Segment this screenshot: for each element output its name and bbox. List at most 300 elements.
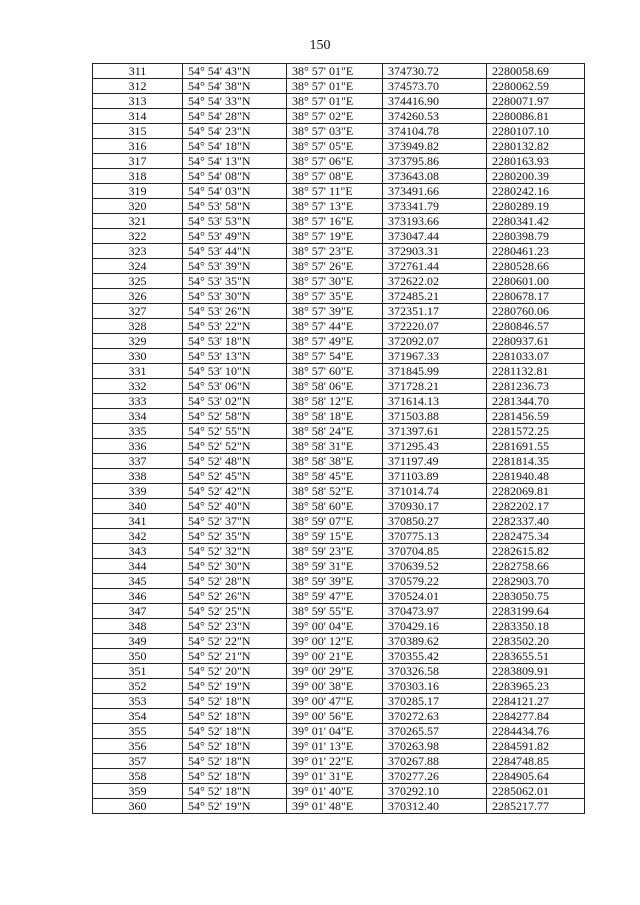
point-number-cell: 319 — [93, 184, 183, 199]
point-number-cell: 352 — [93, 679, 183, 694]
longitude-cell: 38° 59' 55"E — [287, 604, 383, 619]
x-coordinate-cell: 370326.58 — [383, 664, 487, 679]
latitude-cell: 54° 53' 06"N — [183, 379, 287, 394]
point-number-cell: 342 — [93, 529, 183, 544]
x-coordinate-cell: 373047.44 — [383, 229, 487, 244]
latitude-cell: 54° 52' 30"N — [183, 559, 287, 574]
point-number-cell: 324 — [93, 259, 183, 274]
x-coordinate-cell: 372092.07 — [383, 334, 487, 349]
table-row — [93, 559, 585, 574]
table-row — [93, 514, 585, 529]
point-number-cell: 339 — [93, 484, 183, 499]
x-coordinate-cell: 371728.21 — [383, 379, 487, 394]
latitude-cell: 54° 53' 18"N — [183, 334, 287, 349]
table-row — [93, 484, 585, 499]
longitude-cell: 38° 57' 44"E — [287, 319, 383, 334]
table-row — [93, 364, 585, 379]
y-coordinate-cell: 2283502.20 — [487, 634, 585, 649]
longitude-cell: 38° 57' 54"E — [287, 349, 383, 364]
x-coordinate-cell: 370524.01 — [383, 589, 487, 604]
x-coordinate-cell: 370303.16 — [383, 679, 487, 694]
x-coordinate-cell: 370292.10 — [383, 784, 487, 799]
point-number-cell: 313 — [93, 94, 183, 109]
latitude-cell: 54° 52' 18"N — [183, 769, 287, 784]
longitude-cell: 38° 57' 03"E — [287, 124, 383, 139]
x-coordinate-cell: 370277.26 — [383, 769, 487, 784]
point-number-cell: 326 — [93, 289, 183, 304]
y-coordinate-cell: 2281814.35 — [487, 454, 585, 469]
table-row — [93, 169, 585, 184]
table-row — [93, 694, 585, 709]
y-coordinate-cell: 2280760.06 — [487, 304, 585, 319]
latitude-cell: 54° 52' 32"N — [183, 544, 287, 559]
point-number-cell: 350 — [93, 649, 183, 664]
y-coordinate-cell: 2281940.48 — [487, 469, 585, 484]
x-coordinate-cell: 370639.52 — [383, 559, 487, 574]
point-number-cell: 317 — [93, 154, 183, 169]
y-coordinate-cell: 2282903.70 — [487, 574, 585, 589]
point-number-cell: 353 — [93, 694, 183, 709]
point-number-cell: 347 — [93, 604, 183, 619]
latitude-cell: 54° 53' 02"N — [183, 394, 287, 409]
table-row — [93, 439, 585, 454]
longitude-cell: 39° 01' 40"E — [287, 784, 383, 799]
x-coordinate-cell: 372761.44 — [383, 259, 487, 274]
y-coordinate-cell: 2281572.25 — [487, 424, 585, 439]
latitude-cell: 54° 52' 23"N — [183, 619, 287, 634]
latitude-cell: 54° 54' 43"N — [183, 64, 287, 79]
x-coordinate-cell: 370263.98 — [383, 739, 487, 754]
table-row — [93, 649, 585, 664]
longitude-cell: 39° 00' 29"E — [287, 664, 383, 679]
y-coordinate-cell: 2283199.64 — [487, 604, 585, 619]
latitude-cell: 54° 52' 48"N — [183, 454, 287, 469]
longitude-cell: 38° 58' 60"E — [287, 499, 383, 514]
latitude-cell: 54° 52' 18"N — [183, 724, 287, 739]
table-row — [93, 94, 585, 109]
x-coordinate-cell: 370930.17 — [383, 499, 487, 514]
longitude-cell: 38° 57' 08"E — [287, 169, 383, 184]
table-row — [93, 319, 585, 334]
table-row — [93, 754, 585, 769]
table-row — [93, 229, 585, 244]
longitude-cell: 39° 00' 12"E — [287, 634, 383, 649]
table-row — [93, 574, 585, 589]
y-coordinate-cell: 2281691.55 — [487, 439, 585, 454]
table-row — [93, 349, 585, 364]
table-row — [93, 664, 585, 679]
table-row — [93, 124, 585, 139]
point-number-cell: 323 — [93, 244, 183, 259]
y-coordinate-cell: 2284434.76 — [487, 724, 585, 739]
longitude-cell: 38° 59' 39"E — [287, 574, 383, 589]
y-coordinate-cell: 2280601.00 — [487, 274, 585, 289]
x-coordinate-cell: 374260.53 — [383, 109, 487, 124]
point-number-cell: 343 — [93, 544, 183, 559]
point-number-cell: 321 — [93, 214, 183, 229]
y-coordinate-cell: 2281456.59 — [487, 409, 585, 424]
y-coordinate-cell: 2280461.23 — [487, 244, 585, 259]
latitude-cell: 54° 52' 42"N — [183, 484, 287, 499]
x-coordinate-cell: 370355.42 — [383, 649, 487, 664]
longitude-cell: 38° 58' 52"E — [287, 484, 383, 499]
y-coordinate-cell: 2285217.77 — [487, 799, 585, 814]
latitude-cell: 54° 54' 23"N — [183, 124, 287, 139]
point-number-cell: 349 — [93, 634, 183, 649]
y-coordinate-cell: 2283350.18 — [487, 619, 585, 634]
y-coordinate-cell: 2282069.81 — [487, 484, 585, 499]
x-coordinate-cell: 370429.16 — [383, 619, 487, 634]
x-coordinate-cell: 373491.66 — [383, 184, 487, 199]
longitude-cell: 38° 57' 30"E — [287, 274, 383, 289]
latitude-cell: 54° 53' 10"N — [183, 364, 287, 379]
table-row — [93, 64, 585, 79]
table-row — [93, 709, 585, 724]
longitude-cell: 38° 57' 39"E — [287, 304, 383, 319]
point-number-cell: 331 — [93, 364, 183, 379]
x-coordinate-cell: 371397.61 — [383, 424, 487, 439]
latitude-cell: 54° 52' 20"N — [183, 664, 287, 679]
longitude-cell: 39° 01' 04"E — [287, 724, 383, 739]
latitude-cell: 54° 52' 26"N — [183, 589, 287, 604]
table-row — [93, 199, 585, 214]
x-coordinate-cell: 374416.90 — [383, 94, 487, 109]
longitude-cell: 38° 57' 16"E — [287, 214, 383, 229]
table-row — [93, 724, 585, 739]
table-row — [93, 679, 585, 694]
latitude-cell: 54° 52' 25"N — [183, 604, 287, 619]
latitude-cell: 54° 52' 18"N — [183, 784, 287, 799]
latitude-cell: 54° 52' 35"N — [183, 529, 287, 544]
y-coordinate-cell: 2280071.97 — [487, 94, 585, 109]
x-coordinate-cell: 374573.70 — [383, 79, 487, 94]
table-row — [93, 304, 585, 319]
point-number-cell: 340 — [93, 499, 183, 514]
y-coordinate-cell: 2284121.27 — [487, 694, 585, 709]
table-row — [93, 529, 585, 544]
longitude-cell: 38° 57' 02"E — [287, 109, 383, 124]
longitude-cell: 38° 59' 07"E — [287, 514, 383, 529]
latitude-cell: 54° 52' 58"N — [183, 409, 287, 424]
point-number-cell: 360 — [93, 799, 183, 814]
coordinates-table — [92, 63, 585, 814]
table-row — [93, 289, 585, 304]
latitude-cell: 54° 52' 19"N — [183, 679, 287, 694]
y-coordinate-cell: 2284277.84 — [487, 709, 585, 724]
point-number-cell: 315 — [93, 124, 183, 139]
point-number-cell: 356 — [93, 739, 183, 754]
x-coordinate-cell: 373949.82 — [383, 139, 487, 154]
longitude-cell: 38° 57' 11"E — [287, 184, 383, 199]
y-coordinate-cell: 2284905.64 — [487, 769, 585, 784]
table-row — [93, 394, 585, 409]
y-coordinate-cell: 2280678.17 — [487, 289, 585, 304]
table-row — [93, 259, 585, 274]
y-coordinate-cell: 2281236.73 — [487, 379, 585, 394]
longitude-cell: 39° 01' 48"E — [287, 799, 383, 814]
point-number-cell: 348 — [93, 619, 183, 634]
y-coordinate-cell: 2284748.85 — [487, 754, 585, 769]
latitude-cell: 54° 54' 33"N — [183, 94, 287, 109]
x-coordinate-cell: 372485.21 — [383, 289, 487, 304]
point-number-cell: 355 — [93, 724, 183, 739]
longitude-cell: 39° 01' 22"E — [287, 754, 383, 769]
y-coordinate-cell: 2280107.10 — [487, 124, 585, 139]
longitude-cell: 38° 58' 06"E — [287, 379, 383, 394]
point-number-cell: 322 — [93, 229, 183, 244]
y-coordinate-cell: 2280132.82 — [487, 139, 585, 154]
point-number-cell: 345 — [93, 574, 183, 589]
longitude-cell: 39° 00' 21"E — [287, 649, 383, 664]
table-row — [93, 409, 585, 424]
latitude-cell: 54° 53' 39"N — [183, 259, 287, 274]
table-row — [93, 274, 585, 289]
x-coordinate-cell: 370775.13 — [383, 529, 487, 544]
y-coordinate-cell: 2284591.82 — [487, 739, 585, 754]
x-coordinate-cell: 371845.99 — [383, 364, 487, 379]
longitude-cell: 39° 00' 47"E — [287, 694, 383, 709]
table-row — [93, 769, 585, 784]
x-coordinate-cell: 371503.88 — [383, 409, 487, 424]
longitude-cell: 39° 01' 31"E — [287, 769, 383, 784]
latitude-cell: 54° 54' 28"N — [183, 109, 287, 124]
table-row — [93, 154, 585, 169]
latitude-cell: 54° 52' 40"N — [183, 499, 287, 514]
point-number-cell: 341 — [93, 514, 183, 529]
y-coordinate-cell: 2282475.34 — [487, 529, 585, 544]
longitude-cell: 38° 58' 31"E — [287, 439, 383, 454]
y-coordinate-cell: 2280289.19 — [487, 199, 585, 214]
y-coordinate-cell: 2280200.39 — [487, 169, 585, 184]
table-row — [93, 454, 585, 469]
latitude-cell: 54° 53' 13"N — [183, 349, 287, 364]
y-coordinate-cell: 2280058.69 — [487, 64, 585, 79]
table-row — [93, 784, 585, 799]
x-coordinate-cell: 371614.13 — [383, 394, 487, 409]
longitude-cell: 39° 01' 13"E — [287, 739, 383, 754]
table-row — [93, 214, 585, 229]
x-coordinate-cell: 370850.27 — [383, 514, 487, 529]
x-coordinate-cell: 371014.74 — [383, 484, 487, 499]
y-coordinate-cell: 2280163.93 — [487, 154, 585, 169]
latitude-cell: 54° 54' 38"N — [183, 79, 287, 94]
point-number-cell: 327 — [93, 304, 183, 319]
point-number-cell: 336 — [93, 439, 183, 454]
y-coordinate-cell: 2281033.07 — [487, 349, 585, 364]
y-coordinate-cell: 2282202.17 — [487, 499, 585, 514]
point-number-cell: 351 — [93, 664, 183, 679]
x-coordinate-cell: 372903.31 — [383, 244, 487, 259]
longitude-cell: 39° 00' 38"E — [287, 679, 383, 694]
latitude-cell: 54° 52' 21"N — [183, 649, 287, 664]
longitude-cell: 39° 00' 04"E — [287, 619, 383, 634]
longitude-cell: 38° 59' 23"E — [287, 544, 383, 559]
point-number-cell: 334 — [93, 409, 183, 424]
x-coordinate-cell: 370704.85 — [383, 544, 487, 559]
latitude-cell: 54° 53' 35"N — [183, 274, 287, 289]
latitude-cell: 54° 54' 03"N — [183, 184, 287, 199]
point-number-cell: 325 — [93, 274, 183, 289]
point-number-cell: 344 — [93, 559, 183, 574]
latitude-cell: 54° 53' 49"N — [183, 229, 287, 244]
longitude-cell: 39° 00' 56"E — [287, 709, 383, 724]
x-coordinate-cell: 370272.63 — [383, 709, 487, 724]
y-coordinate-cell: 2280086.81 — [487, 109, 585, 124]
point-number-cell: 318 — [93, 169, 183, 184]
y-coordinate-cell: 2283809.91 — [487, 664, 585, 679]
y-coordinate-cell: 2282758.66 — [487, 559, 585, 574]
table-row — [93, 544, 585, 559]
y-coordinate-cell: 2283965.23 — [487, 679, 585, 694]
x-coordinate-cell: 374730.72 — [383, 64, 487, 79]
x-coordinate-cell: 371295.43 — [383, 439, 487, 454]
x-coordinate-cell: 373643.08 — [383, 169, 487, 184]
latitude-cell: 54° 52' 18"N — [183, 739, 287, 754]
y-coordinate-cell: 2281132.81 — [487, 364, 585, 379]
latitude-cell: 54° 54' 18"N — [183, 139, 287, 154]
latitude-cell: 54° 53' 26"N — [183, 304, 287, 319]
x-coordinate-cell: 374104.78 — [383, 124, 487, 139]
longitude-cell: 38° 59' 47"E — [287, 589, 383, 604]
longitude-cell: 38° 57' 01"E — [287, 64, 383, 79]
x-coordinate-cell: 371197.49 — [383, 454, 487, 469]
table-row — [93, 79, 585, 94]
x-coordinate-cell: 370579.22 — [383, 574, 487, 589]
x-coordinate-cell: 373341.79 — [383, 199, 487, 214]
longitude-cell: 38° 58' 18"E — [287, 409, 383, 424]
longitude-cell: 38° 58' 12"E — [287, 394, 383, 409]
x-coordinate-cell: 373193.66 — [383, 214, 487, 229]
page-number: 150 — [309, 38, 331, 53]
latitude-cell: 54° 53' 53"N — [183, 214, 287, 229]
longitude-cell: 38° 59' 31"E — [287, 559, 383, 574]
latitude-cell: 54° 52' 19"N — [183, 799, 287, 814]
table-row — [93, 379, 585, 394]
table-row — [93, 334, 585, 349]
table-row — [93, 604, 585, 619]
point-number-cell: 316 — [93, 139, 183, 154]
latitude-cell: 54° 52' 52"N — [183, 439, 287, 454]
longitude-cell: 38° 57' 49"E — [287, 334, 383, 349]
latitude-cell: 54° 52' 18"N — [183, 754, 287, 769]
y-coordinate-cell: 2281344.70 — [487, 394, 585, 409]
x-coordinate-cell: 370267.88 — [383, 754, 487, 769]
point-number-cell: 354 — [93, 709, 183, 724]
latitude-cell: 54° 54' 08"N — [183, 169, 287, 184]
longitude-cell: 38° 57' 19"E — [287, 229, 383, 244]
latitude-cell: 54° 52' 37"N — [183, 514, 287, 529]
longitude-cell: 38° 59' 15"E — [287, 529, 383, 544]
latitude-cell: 54° 52' 22"N — [183, 634, 287, 649]
table-row — [93, 499, 585, 514]
x-coordinate-cell: 370473.97 — [383, 604, 487, 619]
table-row — [93, 244, 585, 259]
point-number-cell: 357 — [93, 754, 183, 769]
longitude-cell: 38° 57' 13"E — [287, 199, 383, 214]
latitude-cell: 54° 53' 22"N — [183, 319, 287, 334]
longitude-cell: 38° 58' 24"E — [287, 424, 383, 439]
latitude-cell: 54° 53' 58"N — [183, 199, 287, 214]
latitude-cell: 54° 53' 44"N — [183, 244, 287, 259]
point-number-cell: 329 — [93, 334, 183, 349]
y-coordinate-cell: 2282615.82 — [487, 544, 585, 559]
longitude-cell: 38° 58' 38"E — [287, 454, 383, 469]
longitude-cell: 38° 57' 06"E — [287, 154, 383, 169]
point-number-cell: 335 — [93, 424, 183, 439]
longitude-cell: 38° 58' 45"E — [287, 469, 383, 484]
longitude-cell: 38° 57' 26"E — [287, 259, 383, 274]
point-number-cell: 314 — [93, 109, 183, 124]
table-row — [93, 634, 585, 649]
latitude-cell: 54° 53' 30"N — [183, 289, 287, 304]
point-number-cell: 333 — [93, 394, 183, 409]
y-coordinate-cell: 2280062.59 — [487, 79, 585, 94]
y-coordinate-cell: 2280341.42 — [487, 214, 585, 229]
latitude-cell: 54° 52' 28"N — [183, 574, 287, 589]
table-row — [93, 424, 585, 439]
x-coordinate-cell: 373795.86 — [383, 154, 487, 169]
longitude-cell: 38° 57' 35"E — [287, 289, 383, 304]
y-coordinate-cell: 2285062.01 — [487, 784, 585, 799]
x-coordinate-cell: 370265.57 — [383, 724, 487, 739]
point-number-cell: 330 — [93, 349, 183, 364]
table-row — [93, 619, 585, 634]
y-coordinate-cell: 2280937.61 — [487, 334, 585, 349]
point-number-cell: 311 — [93, 64, 183, 79]
longitude-cell: 38° 57' 60"E — [287, 364, 383, 379]
y-coordinate-cell: 2282337.40 — [487, 514, 585, 529]
x-coordinate-cell: 370285.17 — [383, 694, 487, 709]
x-coordinate-cell: 370312.40 — [383, 799, 487, 814]
point-number-cell: 358 — [93, 769, 183, 784]
y-coordinate-cell: 2283655.51 — [487, 649, 585, 664]
x-coordinate-cell: 372622.02 — [383, 274, 487, 289]
x-coordinate-cell: 371103.89 — [383, 469, 487, 484]
latitude-cell: 54° 52' 18"N — [183, 694, 287, 709]
y-coordinate-cell: 2283050.75 — [487, 589, 585, 604]
longitude-cell: 38° 57' 23"E — [287, 244, 383, 259]
table-row — [93, 739, 585, 754]
table-row — [93, 469, 585, 484]
point-number-cell: 359 — [93, 784, 183, 799]
latitude-cell: 54° 52' 45"N — [183, 469, 287, 484]
x-coordinate-cell: 371967.33 — [383, 349, 487, 364]
table-body — [93, 64, 585, 814]
table-row — [93, 139, 585, 154]
point-number-cell: 338 — [93, 469, 183, 484]
table-row — [93, 589, 585, 604]
longitude-cell: 38° 57' 01"E — [287, 94, 383, 109]
table-row — [93, 109, 585, 124]
point-number-cell: 328 — [93, 319, 183, 334]
point-number-cell: 337 — [93, 454, 183, 469]
point-number-cell: 332 — [93, 379, 183, 394]
x-coordinate-cell: 372220.07 — [383, 319, 487, 334]
latitude-cell: 54° 52' 55"N — [183, 424, 287, 439]
y-coordinate-cell: 2280398.79 — [487, 229, 585, 244]
table-row — [93, 184, 585, 199]
latitude-cell: 54° 52' 18"N — [183, 709, 287, 724]
latitude-cell: 54° 54' 13"N — [183, 154, 287, 169]
x-coordinate-cell: 370389.62 — [383, 634, 487, 649]
point-number-cell: 346 — [93, 589, 183, 604]
y-coordinate-cell: 2280528.66 — [487, 259, 585, 274]
y-coordinate-cell: 2280846.57 — [487, 319, 585, 334]
longitude-cell: 38° 57' 05"E — [287, 139, 383, 154]
table-row — [93, 799, 585, 814]
y-coordinate-cell: 2280242.16 — [487, 184, 585, 199]
longitude-cell: 38° 57' 01"E — [287, 79, 383, 94]
